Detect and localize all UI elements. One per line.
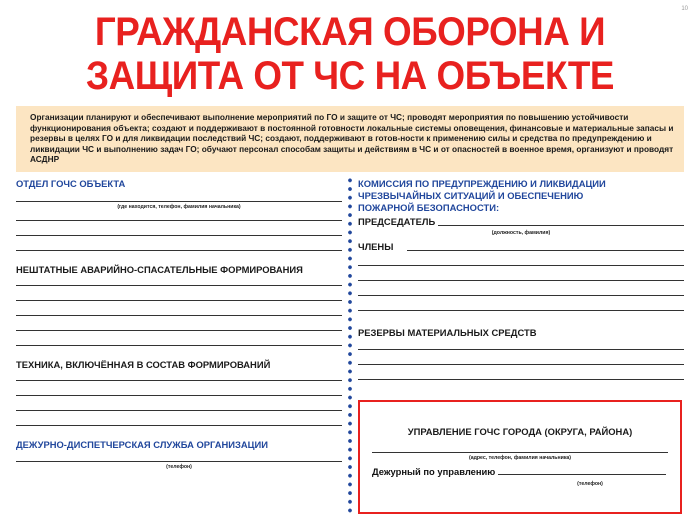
title-line-2: ЗАЩИТА ОТ ЧС НА ОБЪЕКТЕ: [86, 54, 614, 98]
title-line-1: ГРАЖДАНСКАЯ ОБОРОНА И: [94, 10, 606, 54]
reserves-line-1[interactable]: [358, 349, 684, 350]
duty-officer-phone-hint: (телефон): [577, 481, 603, 487]
nonstaff-units-heading: НЕШТАТНЫЕ АВАРИЙНО-СПАСАТЕЛЬНЫЕ ФОРМИРОВАНИЯ: [16, 264, 303, 275]
commission-heading-2: ЧРЕЗВЫЧАЙНЫХ СИТУАЦИЙ И ОБЕСПЕЧЕНИЮ: [358, 190, 584, 201]
gochs-dept-line[interactable]: [16, 201, 342, 202]
equipment-line-1[interactable]: [16, 380, 342, 381]
page-title: [28, 10, 672, 98]
nonstaff-line-4[interactable]: [16, 330, 342, 331]
members-line-4[interactable]: [358, 295, 684, 296]
city-gochs-title: УПРАВЛЕНИЕ ГОЧС ГОРОДА (ОКРУГА, РАЙОНА): [407, 426, 633, 437]
reserves-line-2[interactable]: [358, 364, 684, 365]
reserves-line-3[interactable]: [358, 379, 684, 380]
duty-service-heading: ДЕЖУРНО-ДИСПЕТЧЕРСКАЯ СЛУЖБА ОРГАНИЗАЦИИ: [16, 439, 268, 450]
equipment-line-3[interactable]: [16, 410, 342, 411]
dotted-divider: [347, 176, 353, 516]
nonstaff-line-2[interactable]: [16, 300, 342, 301]
nonstaff-line-5[interactable]: [16, 345, 342, 346]
members-line-3[interactable]: [358, 280, 684, 281]
duty-officer-line[interactable]: [498, 474, 666, 475]
equipment-heading: ТЕХНИКА, ВКЛЮЧЁННАЯ В СОСТАВ ФОРМИРОВАНИЙ: [16, 359, 271, 370]
gochs-dept-line-2[interactable]: [16, 220, 342, 221]
members-line-2[interactable]: [358, 265, 684, 266]
commission-heading-3: ПОЖАРНОЙ БЕЗОПАСНОСТИ:: [358, 202, 500, 213]
equipment-line-2[interactable]: [16, 395, 342, 396]
gochs-dept-hint: (где находится, телефон, фамилия начальника): [117, 204, 241, 210]
gochs-dept-line-4[interactable]: [16, 250, 342, 251]
city-gochs-address-line[interactable]: [372, 452, 668, 453]
commission-heading-1: КОМИССИЯ ПО ПРЕДУПРЕЖДЕНИЮ И ЛИКВИДАЦИИ: [358, 178, 606, 189]
city-gochs-address-hint: (адрес, телефон, фамилия начальника): [468, 455, 572, 461]
duty-officer-row: [372, 466, 666, 477]
intro-text: Организации планируют и обеспечивают выполнение мероприятий по ГО и защите от ЧС; проводят мероприятия по повышению устойчивости функционирования объекта; создают и поддерживают в постоянной готовности локальные системы оповещения, финансовые и материальные запасы и резервы в целях ГО и для ликвидации последствий ЧС; создают, поддерживают в готов-ности к применению силы и средства по предупреждению и ликвидации ЧС и выполнению задач ГО; обучают персонал способам защиты и действиям в ЧС и от опасностей в военное время, организуют и проводят АСДНР: [16, 106, 684, 172]
chairman-line[interactable]: [438, 225, 684, 226]
right-column: [358, 178, 684, 380]
left-column: [16, 178, 342, 471]
city-gochs-box: [358, 400, 682, 514]
nonstaff-line-3[interactable]: [16, 315, 342, 316]
members-line-5[interactable]: [358, 310, 684, 311]
members-row: [358, 241, 684, 253]
duty-service-phone-hint: (телефон): [166, 464, 192, 470]
chairman-hint: (должность, фамилия): [491, 230, 551, 236]
chairman-label: ПРЕДСЕДАТЕЛЬ: [358, 216, 436, 227]
gochs-dept-heading: ОТДЕЛ ГОЧС ОБЪЕКТА: [16, 178, 126, 189]
members-label: ЧЛЕНЫ: [358, 241, 394, 252]
gochs-dept-line-3[interactable]: [16, 235, 342, 236]
page-number: 10: [681, 6, 688, 12]
equipment-line-4[interactable]: [16, 425, 342, 426]
duty-officer-label: Дежурный по управлению: [372, 466, 496, 477]
nonstaff-line-1[interactable]: [16, 285, 342, 286]
members-line-1[interactable]: [407, 250, 684, 251]
duty-service-line[interactable]: [16, 461, 342, 462]
chairman-row: [358, 216, 684, 228]
reserves-heading: РЕЗЕРВЫ МАТЕРИАЛЬНЫХ СРЕДСТВ: [358, 327, 537, 338]
